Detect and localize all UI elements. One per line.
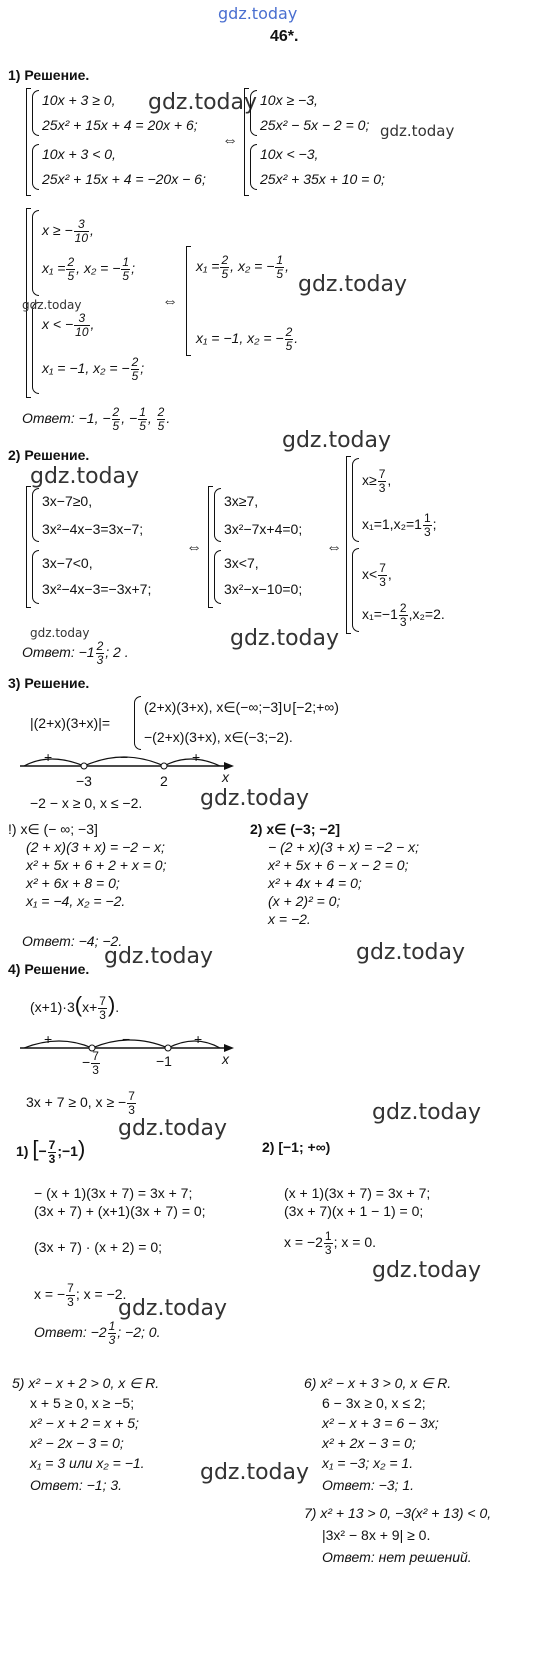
p1-sys2-a: 10x ≥ −3, [260, 92, 318, 108]
watermark: gdz.today [118, 1296, 228, 1321]
p4-answer: Ответ: −2 $\frac{1}{3}$ ; −2; 0. [34, 1319, 161, 1347]
p2-sys2-brace-top [214, 488, 221, 542]
p4-sign-plus-right: + [194, 1031, 203, 1047]
p4-sign-plus-left: + [44, 1031, 53, 1047]
equivalence-arrow: ⇔ [326, 539, 342, 556]
p2-sys3-brace-bottom [352, 548, 359, 632]
watermark: gdz.today [356, 940, 466, 965]
p5-l2: x² − x + 2 = x + 5; [30, 1415, 139, 1431]
p1-sys1-b: 25x² + 15x + 4 = 20x + 6; [42, 117, 198, 133]
p5-l1: x + 5 ≥ 0, x ≥ −5; [30, 1395, 135, 1411]
p7-head: 7) x² + 13 > 0, −3(x² + 13) < 0, [304, 1505, 492, 1521]
p2-sys2-c: 3x<7, [224, 555, 259, 571]
p2-sys2-d: 3x²−x−10=0; [224, 581, 303, 597]
p1-sys1-a: 10x + 3 ≥ 0, [42, 92, 116, 108]
p1-sys1-brace-bottom [32, 144, 39, 190]
p6-l1: 6 − 3x ≥ 0, x ≤ 2; [322, 1395, 426, 1411]
p3-point-1: −3 [76, 773, 92, 789]
p3-case1-l2: x² + 5x + 6 + 2 + x = 0; [26, 857, 167, 873]
p1-sys4-a: x₁ = $\frac{2}{5}$ , x₂ = − $\frac{1}{5}$ , [196, 253, 289, 281]
p3-case2: −(2+x)(3+x), x∈(−3;−2). [144, 729, 293, 745]
p3-case1-head: !) x∈ (− ∞; −3] [8, 821, 98, 837]
p2-sys3-c: x< $\frac{7}{3}$ , [362, 561, 392, 589]
p3-point-2: 2 [160, 773, 168, 789]
p2-sys3-d: x₁=−1 $\frac{2}{3}$ ,x₂=2. [362, 601, 445, 629]
p2-sys3-a: x≥ $\frac{7}{3}$ , [362, 467, 392, 495]
p5-l3: x² − 2x − 3 = 0; [30, 1435, 124, 1451]
p1-sys3-brace-top [32, 210, 39, 296]
p2-sys2-b: 3x²−7x+4=0; [224, 521, 303, 537]
p1-sys4-b: x₁ = −1, x₂ = − $\frac{2}{5}$ . [196, 325, 299, 353]
p7-answer: Ответ: нет решений. [322, 1549, 472, 1565]
problem-number: 46*. [270, 28, 299, 45]
watermark: gdz.today [200, 1460, 310, 1485]
p1-sys3-c: x < − $\frac{3}{10}$ , [42, 311, 95, 339]
p3-axis-var: x [222, 769, 229, 785]
watermark: gdz.today [118, 1116, 228, 1141]
p1-sys2-brace-top [250, 90, 257, 136]
watermark: gdz.today [200, 786, 310, 811]
p1-sys2-c: 10x < −3, [260, 146, 319, 162]
watermark: gdz.today [380, 122, 455, 140]
p5-answer: Ответ: −1; 3. [30, 1477, 123, 1493]
p4-point-2: −1 [156, 1053, 172, 1069]
watermark: gdz.today [30, 626, 90, 640]
p1-sys4-bracket [186, 246, 191, 356]
equivalence-arrow: ⇔ [186, 539, 202, 556]
p4-axis-var: x [222, 1051, 229, 1067]
p6-l3: x² + 2x − 3 = 0; [322, 1435, 416, 1451]
p4-interval2-l1: (x + 1)(3x + 7) = 3x + 7; [284, 1185, 431, 1201]
p2-sys3-brace-top [352, 458, 359, 542]
p4-sign-minus: − [122, 1031, 131, 1047]
p3-case2-l5: x = −2. [268, 911, 311, 927]
p4-interval1-l4: x = − $\frac{7}{3}$ ; x = −2. [34, 1281, 127, 1309]
p6-answer: Ответ: −3; 1. [322, 1477, 415, 1493]
p3-answer: Ответ: −4; −2. [22, 933, 123, 949]
p1-sys2-bracket [244, 88, 249, 196]
p3-case2-l4: (x + 2)² = 0; [268, 893, 341, 909]
p3-lhs: |(2+x)(3+x)|= [30, 715, 111, 731]
p2-sys1-c: 3x−7<0, [42, 555, 93, 571]
p1-label: 1) Решение. [8, 67, 90, 83]
p5-head: 5) x² − x + 2 > 0, x ∈ R. [12, 1375, 160, 1391]
p3-sign-minus: − [120, 749, 129, 765]
watermark: gdz.today [282, 428, 392, 453]
p3-label: 3) Решение. [8, 675, 90, 691]
p1-sys3-brace-bottom [32, 302, 39, 394]
p2-sys1-d: 3x²−4x−3=−3x+7; [42, 581, 152, 597]
watermark: gdz.today [298, 272, 408, 297]
p2-sys1-b: 3x²−4x−3=3x−7; [42, 521, 144, 537]
p2-sys1-a: 3x−7≥0, [42, 493, 93, 509]
p4-interval1-head: 1) [− $\frac{7}{3}$ ;−1) [16, 1136, 86, 1166]
watermark: gdz.today [22, 298, 82, 312]
p3-case2-head: 2) x∈ (−3; −2] [250, 821, 341, 837]
p4-point-1: − $\frac{7}{3}$ [82, 1049, 99, 1077]
p4-condition: 3x + 7 ≥ 0, x ≥ − $\frac{7}{3}$ [26, 1089, 135, 1117]
p3-case1-l3: x² + 6x + 8 = 0; [26, 875, 120, 891]
p2-sys2-a: 3x≥7, [224, 493, 259, 509]
p4-interval1-l1: − (x + 1)(3x + 7) = 3x + 7; [34, 1185, 193, 1201]
watermark: gdz.today [104, 944, 214, 969]
p1-sys3-a: x ≥ − $\frac{3}{10}$ , [42, 217, 94, 245]
p3-case2-l3: x² + 4x + 4 = 0; [268, 875, 362, 891]
p1-sys3-d: x₁ = −1, x₂ = − $\frac{2}{5}$ ; [42, 355, 145, 383]
watermark: gdz.today [30, 464, 140, 489]
watermark-top: gdz.today [218, 4, 298, 23]
p3-condition: −2 − x ≥ 0, x ≤ −2. [30, 795, 143, 811]
p6-head: 6) x² − x + 3 > 0, x ∈ R. [304, 1375, 452, 1391]
p2-sys3-bracket [346, 456, 351, 634]
p3-case1-l4: x₁ = −4, x₂ = −2. [26, 893, 126, 909]
p1-answer: Ответ: −1, − $\frac{2}{5}$ , − $\frac{1}{5}$ , $\frac{2}{5}$ . [22, 405, 171, 433]
p1-sys1-brace-top [32, 90, 39, 136]
p4-interval2-l2: (3x + 7)(x + 1 − 1) = 0; [284, 1203, 424, 1219]
p2-sys1-brace-bottom [32, 550, 39, 604]
p4-interval2-head: 2) [−1; +∞) [262, 1139, 331, 1155]
watermark: gdz.today [148, 90, 258, 115]
equivalence-arrow: ⇔ [162, 293, 178, 310]
p1-sys2-b: 25x² − 5x − 2 = 0; [260, 117, 370, 133]
watermark: gdz.today [372, 1100, 482, 1125]
p1-sys1-bracket [26, 88, 31, 196]
p3-sign-plus-left: + [44, 749, 53, 765]
p6-l2: x² − x + 3 = 6 − 3x; [322, 1415, 439, 1431]
p2-sys1-brace-top [32, 488, 39, 542]
p7-l1: |3x² − 8x + 9| ≥ 0. [322, 1527, 431, 1543]
watermark: gdz.today [372, 1258, 482, 1283]
p5-l4: x₁ = 3 или x₂ = −1. [30, 1455, 145, 1471]
p4-interval1-l2: (3x + 7) + (x+1)(3x + 7) = 0; [34, 1203, 206, 1219]
p3-case1: (2+x)(3+x), x∈(−∞;−3]∪[−2;+∞) [144, 699, 339, 715]
p3-case2-l2: x² + 5x + 6 − x − 2 = 0; [268, 857, 409, 873]
p4-expression: (x+1)·3(x+ $\frac{7}{3}$ ). [30, 992, 120, 1022]
p1-sys1-d: 25x² + 15x + 4 = −20x − 6; [42, 171, 206, 187]
p1-sys3-b: x₁ = $\frac{2}{5}$ , x₂ = − $\frac{1}{5}$ ; [42, 255, 135, 283]
p2-label: 2) Решение. [8, 447, 90, 463]
p2-sys3-b: x₁=1,x₂=1 $\frac{1}{3}$ ; [362, 511, 437, 539]
p4-interval1-l3: (3x + 7) · (x + 2) = 0; [34, 1239, 162, 1255]
p3-case1-l1: (2 + x)(3 + x) = −2 − x; [26, 839, 165, 855]
watermark: gdz.today [230, 626, 340, 651]
p2-sys2-bracket [208, 486, 213, 608]
p1-sys2-d: 25x² + 35x + 10 = 0; [260, 171, 385, 187]
p2-sys1-bracket [26, 486, 31, 608]
p3-brace [134, 696, 141, 750]
p2-sys2-brace-bottom [214, 550, 221, 604]
p4-label: 4) Решение. [8, 961, 90, 977]
p3-case2-l1: − (2 + x)(3 + x) = −2 − x; [268, 839, 419, 855]
p1-sys1-c: 10x + 3 < 0, [42, 146, 116, 162]
p4-interval2-l3: x = −2 $\frac{1}{3}$ ; x = 0. [284, 1229, 377, 1257]
p2-answer: Ответ: −1 $\frac{2}{3}$ ; 2 . [22, 639, 129, 667]
p3-sign-plus-right: + [192, 749, 201, 765]
equivalence-arrow: ⇔ [222, 132, 238, 149]
p1-sys2-brace-bottom [250, 144, 257, 190]
p6-l4: x₁ = −3; x₂ = 1. [322, 1455, 414, 1471]
